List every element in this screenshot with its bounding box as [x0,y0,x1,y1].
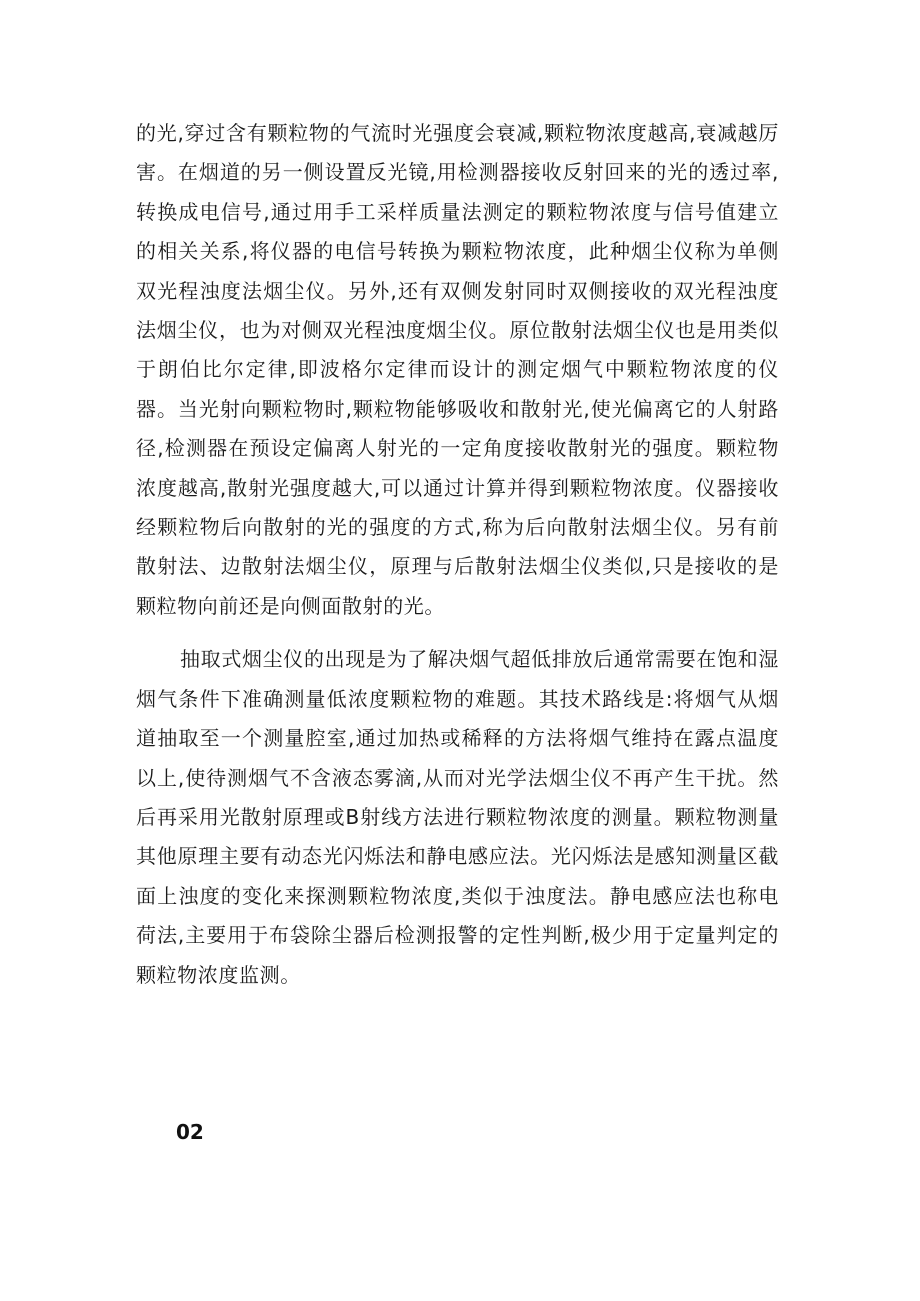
document-body [136,114,779,995]
paragraph-scattering-method: 的光,穿过含有颗粒物的气流时光强度会衰减,颗粒物浓度越高,衰减越厉害。在烟道的另一侧设置反光镜,用检测器接收反射回来的光的透过率,转换成电信号,通过用手工采样质量法测定的颗粒物浓度与信号值建立的相关关系,将仪器的电信号转换为颗粒物浓度，此种烟尘仪称为单侧双光程浊度法烟尘仪。另外,还有双侧发射同时双侧接收的双光程浊度法烟尘仪，也为对侧双光程浊度烟尘仪。原位散射法烟尘仪也是用类似于朗伯比尔定律,即波格尔定律而设计的测定烟气中颗粒物浓度的仪器。当光射向颗粒物时,颗粒物能够吸收和散射光,使光偏离它的人射路径,检测器在预设定偏离人射光的一定角度接收散射光的强度。颗粒物浓度越高,散射光强度越大,可以通过计算并得到颗粒物浓度。仪器接收经颗粒物后向散射的光的强度的方式,称为后向散射法烟尘仪。另有前散射法、边散射法烟尘仪，原理与后散射法烟尘仪类似,只是接收的是颗粒物向前还是向侧面散射的光。 [136,121,779,618]
paragraph-extractive-method: 抽取式烟尘仪的出现是为了解决烟气超低排放后通常需要在饱和湿烟气条件下准确测量低浓度颗粒物的难题。其技术路线是:将烟气从烟道抽取至一个测量腔室,通过加热或稀释的方法将烟气维持在露点温度以上,使待测烟气不含液态雾滴,从而对光学法烟尘仪不再产生干扰。然后再采用光散射原理或B射线方法进行颗粒物浓度的测量。颗粒物测量其他原理主要有动态光闪烁法和静电感应法。光闪烁法是感知测量区截面上浊度的变化来探测颗粒物浓度,类似于浊度法。静电感应法也称电荷法,主要用于布袋除尘器后检测报警的定性判断,极少用于定量判定的颗粒物浓度监测。 [136,647,779,987]
section-number: 02 [176,1120,204,1144]
